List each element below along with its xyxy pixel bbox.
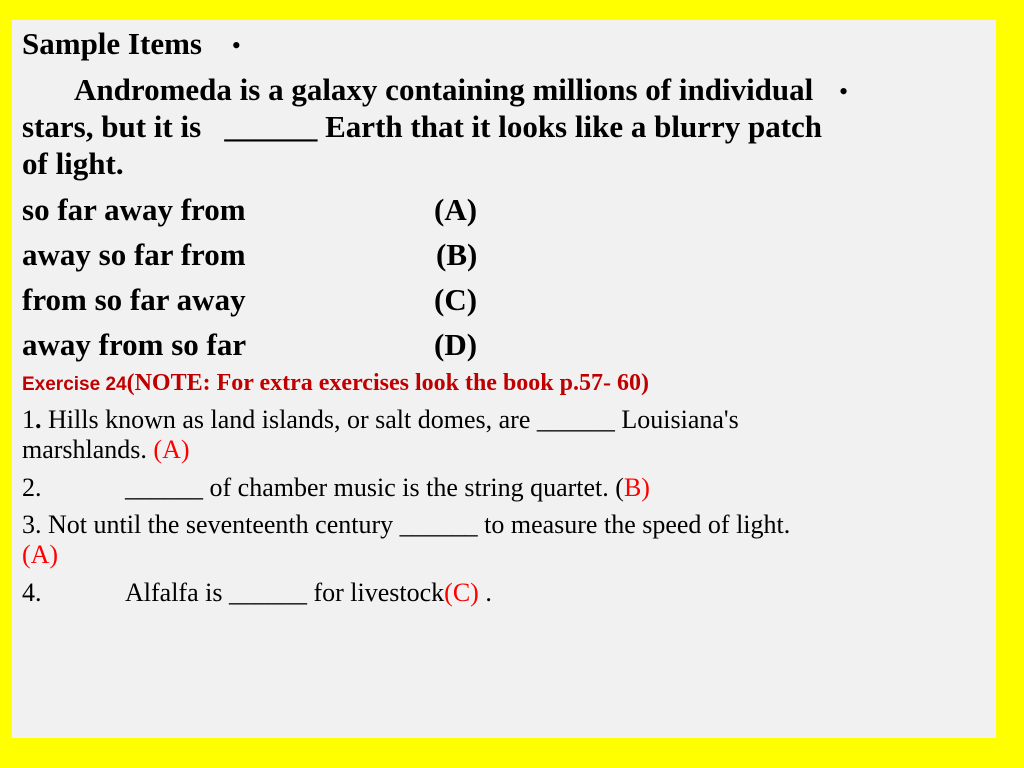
option-b-text: away so far from [22, 237, 246, 272]
item-1-number: 1 [22, 405, 35, 434]
item-4-text: Alfalfa is ______ for livestock [125, 578, 445, 607]
item-4-answer: (C) [444, 578, 479, 607]
option-d-letter: (D) [434, 327, 478, 362]
item-1-dot: . [35, 405, 42, 434]
item-1-answer: (A) [153, 435, 190, 464]
exercise-note: (NOTE: For extra exercises look the book p.57- 60) [126, 370, 649, 396]
sample-items-heading [22, 26, 241, 62]
exercise-label: Exercise 24 [22, 374, 127, 395]
item-4-number: 4. [22, 578, 42, 607]
exercise-heading [22, 370, 649, 397]
exercise-item-1-line-2 [22, 435, 190, 465]
option-c-letter: (C) [434, 282, 478, 317]
exercise-item-2 [125, 473, 650, 503]
item-2-text: ______ of chamber music is the string quartet. ( [125, 473, 624, 502]
option-c-text: from so far away [22, 282, 246, 317]
option-a-letter: (A) [434, 192, 478, 227]
item-1-text-cont: marshlands. [22, 435, 154, 464]
exercise-item-3-line-1: 3. Not until the seventeenth century ______ to measure the speed of light. [22, 510, 791, 539]
option-d-text: away from so far [22, 327, 247, 362]
exercise-item-4 [125, 578, 492, 608]
question-line-1 [74, 72, 848, 108]
heading-text: Sample Items [22, 26, 202, 61]
question-line-1-text: Andromeda is a galaxy containing millions of individual [74, 72, 814, 107]
option-b-letter: (B) [436, 237, 478, 272]
option-a-text: so far away from [22, 192, 246, 227]
question-line-3: of light. [22, 146, 124, 181]
item-4-tail: . [478, 578, 492, 607]
item-2-number: 2. [22, 473, 42, 502]
slide [12, 20, 996, 738]
item-2-answer: B) [623, 473, 650, 502]
item-1-text: Hills known as land islands, or salt domes, are ______ Louisiana's [41, 405, 739, 434]
bullet-icon: • [839, 77, 849, 106]
item-3-answer: (A) [22, 540, 59, 569]
bullet-icon: • [231, 31, 241, 60]
question-line-2: stars, but it is ______ Earth that it looks like a blurry patch [22, 109, 823, 144]
exercise-item-1-line-1 [22, 405, 739, 435]
